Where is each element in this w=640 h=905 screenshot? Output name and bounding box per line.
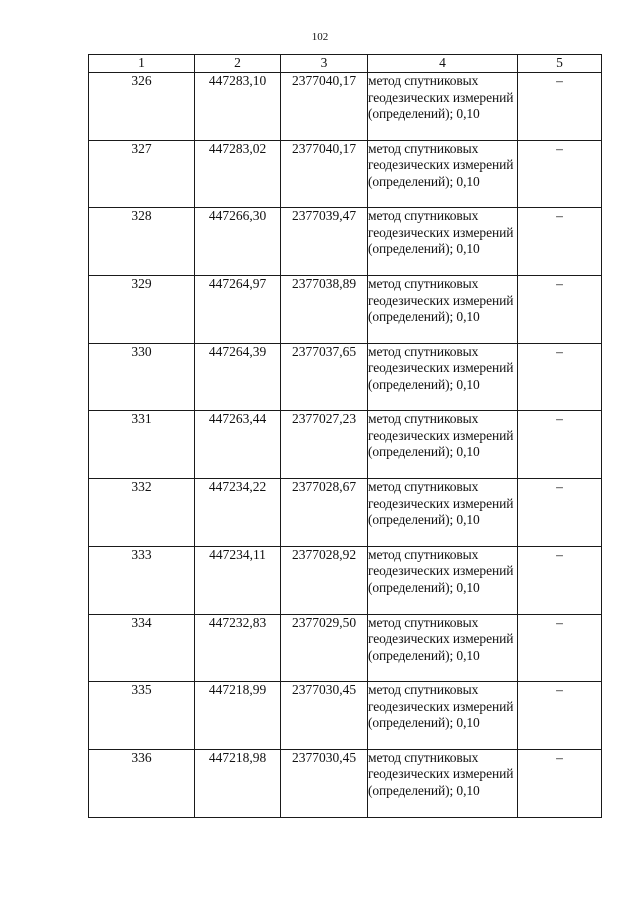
note-dash: – bbox=[518, 682, 602, 750]
coordinate-y: 2377040,17 bbox=[281, 73, 368, 141]
column-header-4: 4 bbox=[368, 55, 518, 73]
column-header-3: 3 bbox=[281, 55, 368, 73]
coordinate-y: 2377040,17 bbox=[281, 140, 368, 208]
table-row bbox=[89, 411, 602, 479]
point-number: 334 bbox=[89, 614, 195, 682]
point-number: 332 bbox=[89, 479, 195, 547]
coordinate-x: 447266,30 bbox=[195, 208, 281, 276]
table-row bbox=[89, 276, 602, 344]
note-dash: – bbox=[518, 749, 602, 817]
table-row bbox=[89, 546, 602, 614]
page-number: 102 bbox=[311, 31, 329, 43]
table-row bbox=[89, 479, 602, 547]
table-row bbox=[89, 614, 602, 682]
coordinate-y: 2377037,65 bbox=[281, 343, 368, 411]
coordinate-y: 2377030,45 bbox=[281, 749, 368, 817]
point-number: 333 bbox=[89, 546, 195, 614]
method-description: метод спутниковых геодезических измерений (определений); 0,10 bbox=[368, 276, 518, 344]
point-number: 327 bbox=[89, 140, 195, 208]
coordinates-table bbox=[88, 54, 602, 818]
column-header-2: 2 bbox=[195, 55, 281, 73]
coordinate-y: 2377030,45 bbox=[281, 682, 368, 750]
method-description: метод спутниковых геодезических измерений (определений); 0,10 bbox=[368, 343, 518, 411]
note-dash: – bbox=[518, 208, 602, 276]
note-dash: – bbox=[518, 614, 602, 682]
note-dash: – bbox=[518, 140, 602, 208]
column-header-5: 5 bbox=[518, 55, 602, 73]
coordinate-x: 447234,22 bbox=[195, 479, 281, 547]
table-row bbox=[89, 682, 602, 750]
coordinate-y: 2377028,92 bbox=[281, 546, 368, 614]
note-dash: – bbox=[518, 411, 602, 479]
coordinate-x: 447283,10 bbox=[195, 73, 281, 141]
coordinate-x: 447218,98 bbox=[195, 749, 281, 817]
coordinate-x: 447283,02 bbox=[195, 140, 281, 208]
method-description: метод спутниковых геодезических измерений (определений); 0,10 bbox=[368, 411, 518, 479]
note-dash: – bbox=[518, 546, 602, 614]
coordinate-x: 447218,99 bbox=[195, 682, 281, 750]
note-dash: – bbox=[518, 479, 602, 547]
method-description: метод спутниковых геодезических измерений (определений); 0,10 bbox=[368, 73, 518, 141]
point-number: 328 bbox=[89, 208, 195, 276]
point-number: 336 bbox=[89, 749, 195, 817]
coordinate-y: 2377038,89 bbox=[281, 276, 368, 344]
table-row bbox=[89, 140, 602, 208]
point-number: 326 bbox=[89, 73, 195, 141]
method-description: метод спутниковых геодезических измерений (определений); 0,10 bbox=[368, 208, 518, 276]
table-row bbox=[89, 208, 602, 276]
method-description: метод спутниковых геодезических измерений (определений); 0,10 bbox=[368, 682, 518, 750]
note-dash: – bbox=[518, 343, 602, 411]
point-number: 331 bbox=[89, 411, 195, 479]
coordinate-x: 447264,39 bbox=[195, 343, 281, 411]
coordinate-x: 447264,97 bbox=[195, 276, 281, 344]
note-dash: – bbox=[518, 276, 602, 344]
method-description: метод спутниковых геодезических измерений (определений); 0,10 bbox=[368, 140, 518, 208]
method-description: метод спутниковых геодезических измерений (определений); 0,10 bbox=[368, 479, 518, 547]
point-number: 329 bbox=[89, 276, 195, 344]
point-number: 335 bbox=[89, 682, 195, 750]
coordinate-y: 2377029,50 bbox=[281, 614, 368, 682]
coordinate-x: 447234,11 bbox=[195, 546, 281, 614]
coordinate-y: 2377027,23 bbox=[281, 411, 368, 479]
coordinate-x: 447263,44 bbox=[195, 411, 281, 479]
column-header-1: 1 bbox=[89, 55, 195, 73]
table-header-row bbox=[89, 55, 602, 73]
note-dash: – bbox=[518, 73, 602, 141]
coordinate-y: 2377028,67 bbox=[281, 479, 368, 547]
coordinate-x: 447232,83 bbox=[195, 614, 281, 682]
method-description: метод спутниковых геодезических измерений (определений); 0,10 bbox=[368, 614, 518, 682]
method-description: метод спутниковых геодезических измерений (определений); 0,10 bbox=[368, 546, 518, 614]
table-row bbox=[89, 749, 602, 817]
point-number: 330 bbox=[89, 343, 195, 411]
table-row bbox=[89, 73, 602, 141]
coordinate-y: 2377039,47 bbox=[281, 208, 368, 276]
method-description: метод спутниковых геодезических измерений (определений); 0,10 bbox=[368, 749, 518, 817]
table-row bbox=[89, 343, 602, 411]
